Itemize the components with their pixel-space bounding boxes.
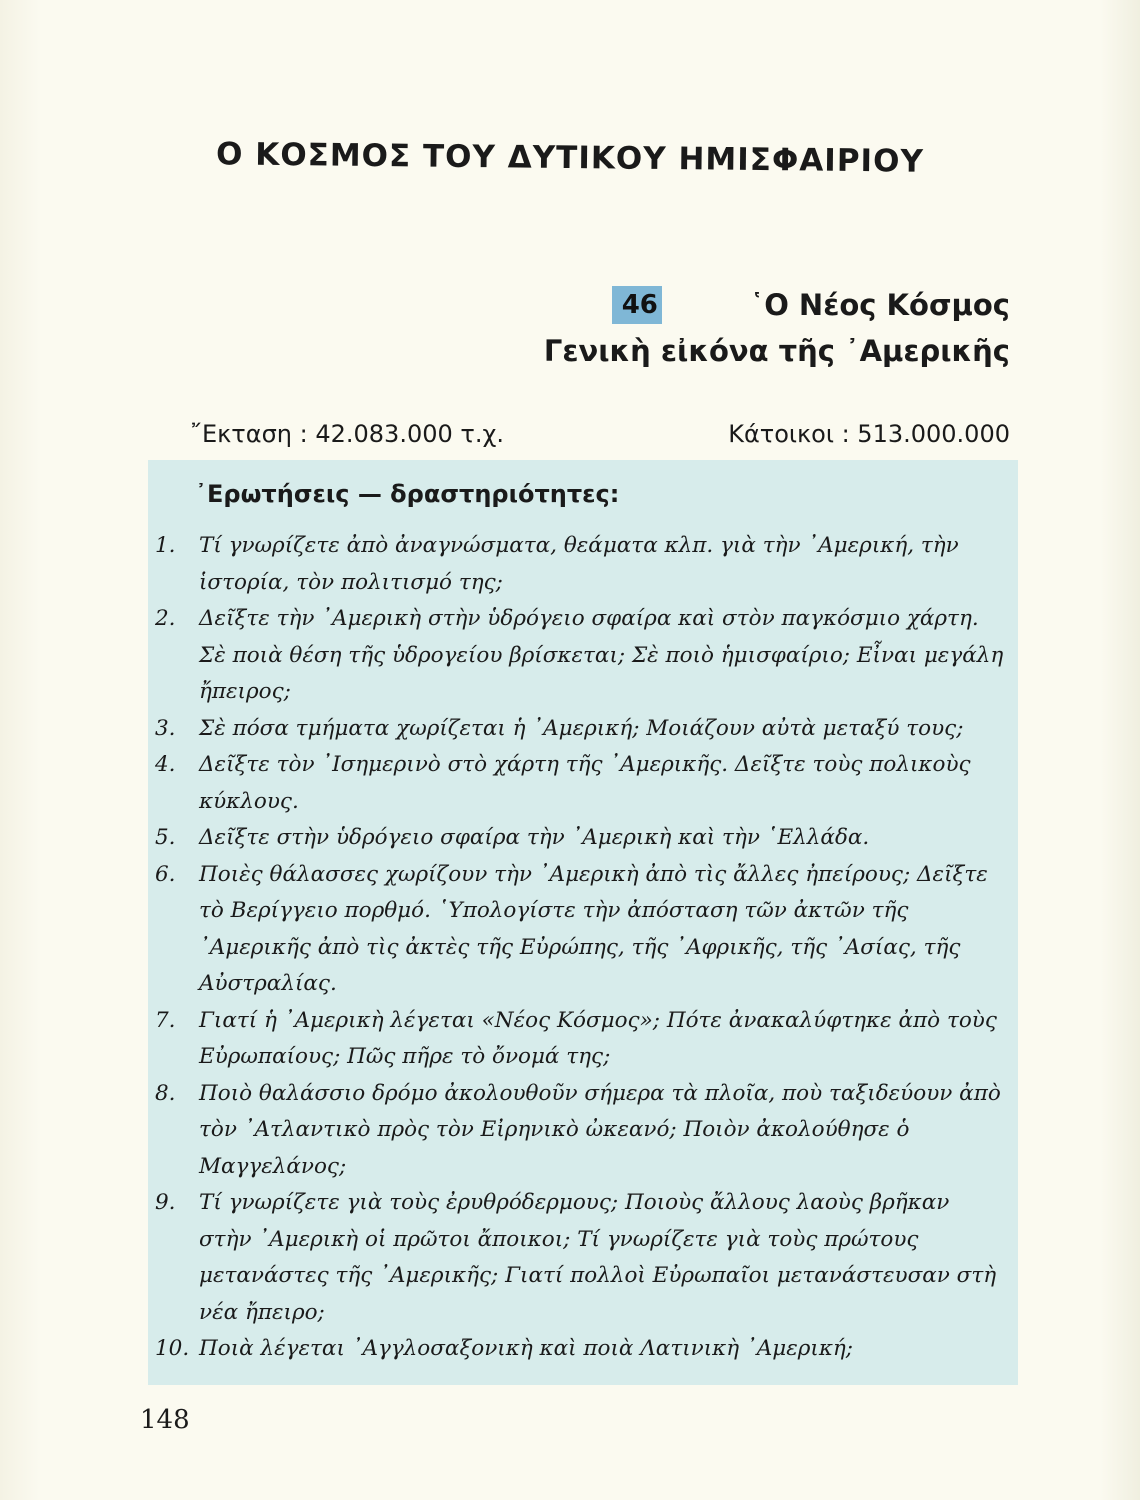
question-number: 8. [155,1080,176,1106]
question-item [155,711,1005,748]
question-item [155,528,1005,601]
population-stat: Κάτοικοι : 513.000.000 [728,420,1010,448]
question-number: 3. [155,715,176,741]
question-text: Τί γνωρίζετε ἀπὸ ἀναγνώσματα, θεάματα κλπ. γιὰ τὴν ᾿Αμερική, τὴν ἱστορία, τὸν πολιτισμό της; [199,533,959,595]
question-number: 1. [155,533,176,558]
question-item [155,747,1005,820]
page-number: 148 [140,1405,190,1435]
question-number: 5. [155,825,176,850]
question-text: Δεῖξτε τὴν ᾿Αμερικὴ στὴν ὑδρόγειο σφαίρα καὶ στὸν παγκόσμιο χάρτη. Σὲ ποιὰ θέση τῆς ὑδρογείου βρίσκεται; Σὲ ποιὸ ἡμισφαίριο; Εἶναι μεγάλη ἤπειρος; [199,606,1004,704]
question-text: Γιατί ἡ ᾿Αμερικὴ λέγεται «Νέος Κόσμος»; Πότε ἀνακαλύφτηκε ἀπὸ τοὺς Εὐρωπαίους; Πῶς πῆρε τὸ ὄνομά της; [199,1007,997,1069]
lesson-number-badge: 46 [612,286,662,324]
question-number: 10. [155,1336,190,1361]
question-item [155,1331,1005,1368]
question-text: Ποιὰ λέγεται ᾿Αγγλοσαξονικὴ καὶ ποιὰ Λατινικὴ ᾿Αμερική; [199,1336,854,1361]
chapter-title: Ο ΚΟΣΜΟΣ ΤΟΥ ΔΥΤΙΚΟΥ ΗΜΙΣΦΑΙΡΙΟΥ [215,136,925,180]
question-text: Ποιὸ θαλάσσιο δρόμο ἀκολουθοῦν σήμερα τὰ πλοῖα, ποὺ ταξιδεύουν ἀπὸ τὸν ᾿Ατλαντικὸ πρὸς τὸν Εἰρηνικὸ ὠκεανό; Ποιὸν ἀκολούθησε ὁ Μαγγελάνος; [199,1080,1001,1179]
question-text: Τί γνωρίζετε γιὰ τοὺς ἐρυθρόδερμους; Ποιοὺς ἄλλους λαοὺς βρῆκαν στὴν ᾿Αμερικὴ οἱ πρῶτοι ἄποικοι; Τί γνωρίζετε γιὰ τοὺς πρώτους μετανάστες τῆς ᾿Αμερικῆς; Γιατί πολλοὶ Εὐρωπαῖοι μετανάστευσαν στὴ νέα ἤπειρο; [199,1190,997,1325]
question-text: Δεῖξτε στὴν ὑδρόγειο σφαίρα τὴν ᾿Αμερικὴ καὶ τὴν ῾Ελλάδα. [199,825,870,850]
question-number: 2. [155,606,176,631]
question-text: Δεῖξτε τὸν ᾿Ισημερινὸ στὸ χάρτη τῆς ᾿Αμερικῆς. Δεῖξτε τοὺς πολικοὺς κύκλους. [199,752,971,814]
area-stat: ῎Εκταση : 42.083.000 τ.χ. [190,420,504,448]
question-text: Σὲ πόσα τμήματα χωρίζεται ἡ ᾿Αμερική; Μοιάζουν αὐτὰ μεταξύ τους; [199,715,964,741]
questions-heading: ᾿Ερωτήσεις — δραστηριότητες: [195,480,620,508]
question-item [155,601,1005,711]
lesson-heading [544,282,1010,374]
question-number: 7. [155,1007,176,1033]
question-item [155,857,1005,1003]
lesson-title-line1: ῾Ο Νέος Κόσμος [749,288,1010,322]
questions-list [155,528,1005,1368]
question-item [155,1185,1005,1331]
question-text: Ποιὲς θάλασσες χωρίζουν τὴν ᾿Αμερικὴ ἀπὸ τὶς ἄλλες ἠπείρους; Δεῖξτε τὸ Βερίγγειο πορθμό. ῾Υπολογίστε τὴν ἀπόσταση τῶν ἀκτῶν τῆς ᾿Αμερικῆς ἀπὸ τὶς ἀκτὲς τῆς Εὐρώπης, τῆς ᾿Αφρικῆς, τῆς ᾿Ασίας, τῆς Αὐστραλίας. [199,861,988,996]
lesson-title-line2: Γενικὴ εἰκόνα τῆς ᾿Αμερικῆς [543,334,1010,368]
question-number: 6. [155,861,176,887]
question-number: 4. [155,752,176,777]
question-number: 9. [155,1190,176,1215]
question-item [155,1076,1005,1186]
question-item [155,1003,1005,1076]
stats-row [190,420,1010,448]
question-item [155,820,1005,857]
